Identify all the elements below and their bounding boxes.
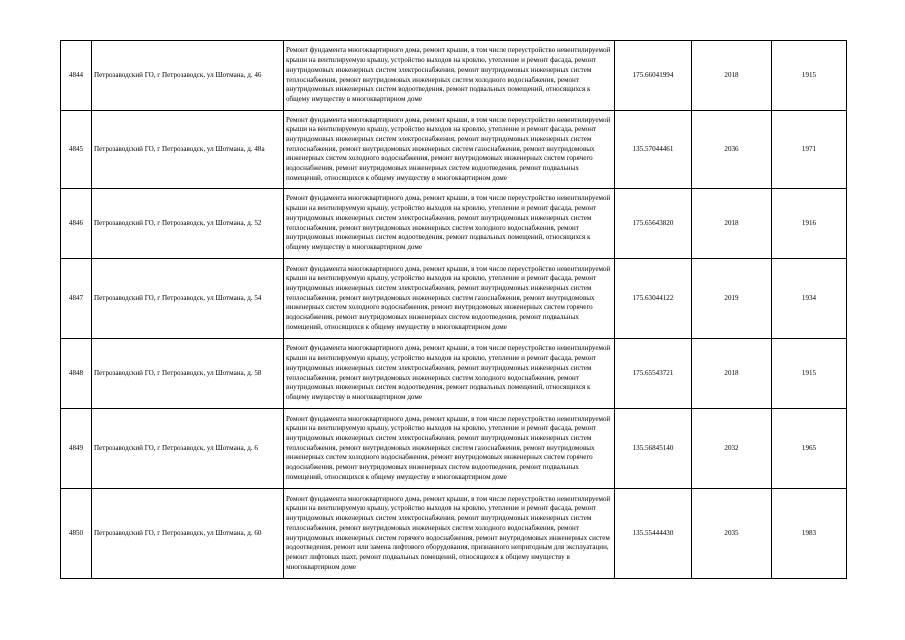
row-number: 4848 [61,339,92,409]
planned-year: 2018 [692,41,772,111]
building-address: Петрозаводский ГО, г Петрозаводск, ул Шотмана, д. 48а [92,111,284,189]
cost-value: 135.57044461 [615,111,692,189]
cost-value: 175.63044122 [615,259,692,339]
cost-value: 135.55444430 [615,489,692,579]
row-number: 4844 [61,41,92,111]
repair-works: Ремонт фундамента многоквартирного дома, ремонт крыши, в том числе переустройство невентилируемой крыши на вентилируемую крышу, устройство выходов на кровлю, утепление и ремонт фасада, ремонт внутридомовых инженерных систем электроснабжения, ремонт внутридомовых инженерных систем теплоснабжения, ремонт внутридомовых инженерных систем газоснабжения, ремонт внутридомовых инженерных систем холодного водоснабжения, ремонт внутридомовых инженерных систем горячего водоснабжения, ремонт внутридомовых инженерных систем водоотведения, ремонт подвальных помещений, относящихся к общему имуществу в многоквартирном доме [284,409,615,489]
build-year: 1971 [772,111,847,189]
build-year: 1916 [772,189,847,259]
building-address: Петрозаводский ГО, г Петрозаводск, ул Шотмана, д. 46 [92,41,284,111]
repair-works: Ремонт фундамента многоквартирного дома, ремонт крыши, в том числе переустройство невентилируемой крыши на вентилируемую крышу, устройство выходов на кровлю, утепление и ремонт фасада, ремонт внутридомовых инженерных систем электроснабжения, ремонт внутридомовых инженерных систем теплоснабжения, ремонт внутридомовых инженерных систем холодного водоснабжения, ремонт внутридомовых инженерных систем водоотведения, ремонт подвальных помещений, относящихся к общему имуществу в многоквартирном доме [284,339,615,409]
cost-value: 175.65643820 [615,189,692,259]
table-row [61,489,847,579]
planned-year: 2032 [692,409,772,489]
repair-works: Ремонт фундамента многоквартирного дома, ремонт крыши, в том числе переустройство невентилируемой крыши на вентилируемую крышу, устройство выходов на кровлю, утепление и ремонт фасада, ремонт внутридомовых инженерных систем электроснабжения, ремонт внутридомовых инженерных систем теплоснабжения, ремонт внутридомовых инженерных систем холодного водоснабжения, ремонт внутридомовых инженерных систем водоотведения, ремонт подвальных помещений, относящихся к общему имуществу в многоквартирном доме [284,41,615,111]
building-address: Петрозаводский ГО, г Петрозаводск, ул Шотмана, д. 54 [92,259,284,339]
row-number: 4845 [61,111,92,189]
table-row [61,189,847,259]
build-year: 1915 [772,41,847,111]
row-number: 4847 [61,259,92,339]
cost-value: 135.56845140 [615,409,692,489]
building-address: Петрозаводский ГО, г Петрозаводск, ул Шотмана, д. 6 [92,409,284,489]
register-table [60,40,847,579]
build-year: 1934 [772,259,847,339]
building-address: Петрозаводский ГО, г Петрозаводск, ул Шотмана, д. 52 [92,189,284,259]
planned-year: 2035 [692,489,772,579]
repair-works: Ремонт фундамента многоквартирного дома, ремонт крыши, в том числе переустройство невентилируемой крыши на вентилируемую крышу, устройство выходов на кровлю, утепление и ремонт фасада, ремонт внутридомовых инженерных систем электроснабжения, ремонт внутридомовых инженерных систем теплоснабжения, ремонт внутридомовых инженерных систем газоснабжения, ремонт внутридомовых инженерных систем холодного водоснабжения, ремонт внутридомовых инженерных систем горячего водоснабжения, ремонт внутридомовых инженерных систем водоотведения, ремонт подвальных помещений, относящихся к общему имуществу в многоквартирном доме [284,259,615,339]
cost-value: 175.65543721 [615,339,692,409]
build-year: 1915 [772,339,847,409]
build-year: 1983 [772,489,847,579]
planned-year: 2018 [692,189,772,259]
building-address: Петрозаводский ГО, г Петрозаводск, ул Шотмана, д. 60 [92,489,284,579]
planned-year: 2019 [692,259,772,339]
cost-value: 175.66041994 [615,41,692,111]
building-address: Петрозаводский ГО, г Петрозаводск, ул Шотмана, д. 58 [92,339,284,409]
table-row [61,111,847,189]
repair-works: Ремонт фундамента многоквартирного дома, ремонт крыши, в том числе переустройство невентилируемой крыши на вентилируемую крышу, устройство выходов на кровлю, утепление и ремонт фасада, ремонт внутридомовых инженерных систем электроснабжения, ремонт внутридомовых инженерных систем теплоснабжения, ремонт внутридомовых инженерных систем холодного водоснабжения, ремонт внутридомовых инженерных систем водоотведения, ремонт подвальных помещений, относящихся к общему имуществу в многоквартирном доме [284,189,615,259]
build-year: 1965 [772,409,847,489]
table-row [61,259,847,339]
row-number: 4850 [61,489,92,579]
table-row [61,409,847,489]
planned-year: 2018 [692,339,772,409]
row-number: 4846 [61,189,92,259]
table-row [61,41,847,111]
repair-works: Ремонт фундамента многоквартирного дома, ремонт крыши, в том числе переустройство невентилируемой крыши на вентилируемую крышу, устройство выходов на кровлю, утепление и ремонт фасада, ремонт внутридомовых инженерных систем электроснабжения, ремонт внутридомовых инженерных систем теплоснабжения, ремонт внутридомовых инженерных систем холодного водоснабжения, ремонт внутридомовых инженерных систем горячего водоснабжения, ремонт внутридомовых инженерных систем водоотведения, ремонт или замена лифтового оборудования, признанного непригодным для эксплуатации, ремонт лифтовых шахт, ремонт подвальных помещений, относящихся к общему имуществу в многоквартирном доме [284,489,615,579]
table-row [61,339,847,409]
planned-year: 2036 [692,111,772,189]
row-number: 4849 [61,409,92,489]
repair-works: Ремонт фундамента многоквартирного дома, ремонт крыши, в том числе переустройство невентилируемой крыши на вентилируемую крышу, устройство выходов на кровлю, утепление и ремонт фасада, ремонт внутридомовых инженерных систем электроснабжения, ремонт внутридомовых инженерных систем теплоснабжения, ремонт внутридомовых инженерных систем газоснабжения, ремонт внутридомовых инженерных систем холодного водоснабжения, ремонт внутридомовых инженерных систем горячего водоснабжения, ремонт внутридомовых инженерных систем водоотведения, ремонт подвальных помещений, относящихся к общему имуществу в многоквартирном доме [284,111,615,189]
